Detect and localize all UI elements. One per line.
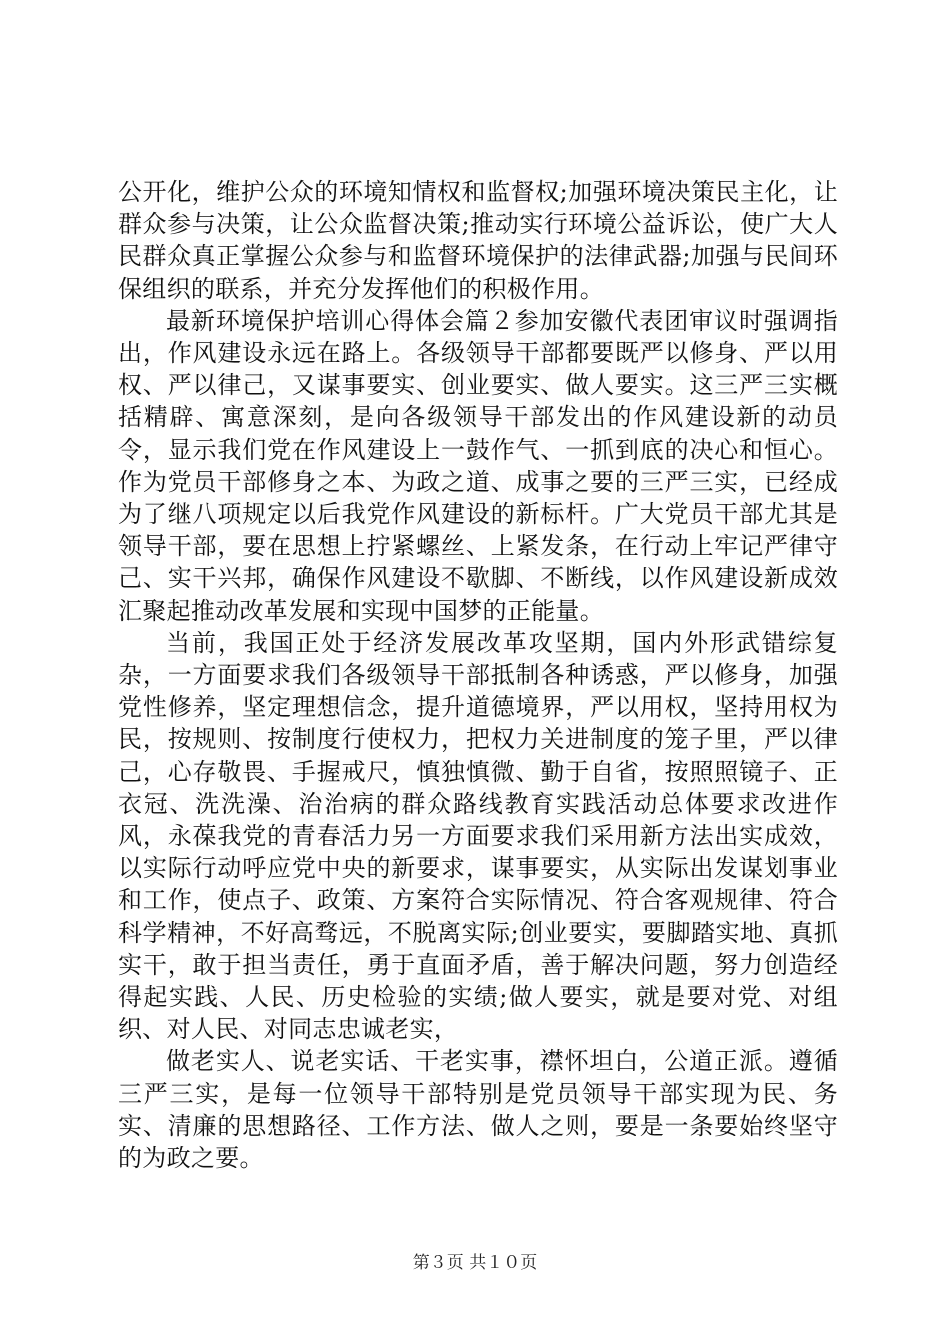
page-footer: [0, 1248, 950, 1273]
paragraph-2: 最新环境保护培训心得体会篇２参加安徽代表团审议时强调指出，作风建设永远在路上。各级领导干部都要既严以修身、严以用权、严以律己，又谋事要实、创业要实、做人要实。这三严三实概括精辟、寓意深刻，是向各级领导干部发出的作风建设新的动员令，显示我们党在作风建设上一鼓作气、一抓到底的决心和恒心。作为党员干部修身之本、为政之道、成事之要的三严三实，已经成为了继八项规定以后我党作风建设的新标杆。广大党员干部尤其是领导干部，要在思想上拧紧螺丝、上紧发条，在行动上牢记严律守己、实干兴邦，确保作风建设不歇脚、不断线，以作风建设新成效汇聚起推动改革发展和实现中国梦的正能量。: [118, 306, 838, 625]
paragraph-3: 当前，我国正处于经济发展改革攻坚期，国内外形武错综复杂，一方面要求我们各级领导干部抵制各种诱惑，严以修身，加强党性修养，坚定理想信念，提升道德境界，严以用权，坚持用权为民，按规则、按制度行使权力，把权力关进制度的笼子里，严以律己，心存敬畏、手握戒尺，慎独慎微、勤于自省，按照照镜子、正衣冠、洗洗澡、治治病的群众路线教育实践活动总体要求改进作风，永葆我党的青春活力另一方面要求我们采用新方法出实成效，以实际行动呼应党中央的新要求，谋事要实，从实际出发谋划事业和工作，使点子、政策、方案符合实际情况、符合客观规律、符合科学精神，不好高骛远，不脱离实际;创业要实，要脚踏实地、真抓实干，敢于担当责任，勇于直面矛盾，善于解决问题，努力创造经得起实践、人民、历史检验的实绩;做人要实，就是要对党、对组织、对人民、对同志忠诚老实，: [118, 628, 838, 1044]
document-body: [118, 176, 838, 1174]
page-number-label: 第３页 共１０页: [412, 1253, 538, 1273]
paragraph-4: 做老实人、说老实话、干老实事，襟怀坦白，公道正派。遵循三严三实，是每一位领导干部特别是党员领导干部实现为民、务实、清廉的思想路径、工作方法、做人之则，要是一条要始终坚守的为政之要。: [118, 1047, 838, 1173]
paragraph-1: 公开化，维护公众的环境知情权和监督权;加强环境决策民主化，让群众参与决策，让公众监督决策;推动实行环境公益诉讼，使广大人民群众真正掌握公众参与和监督环境保护的法律武器;加强与民间环保组织的联系，并充分发挥他们的积极作用。: [118, 178, 838, 303]
